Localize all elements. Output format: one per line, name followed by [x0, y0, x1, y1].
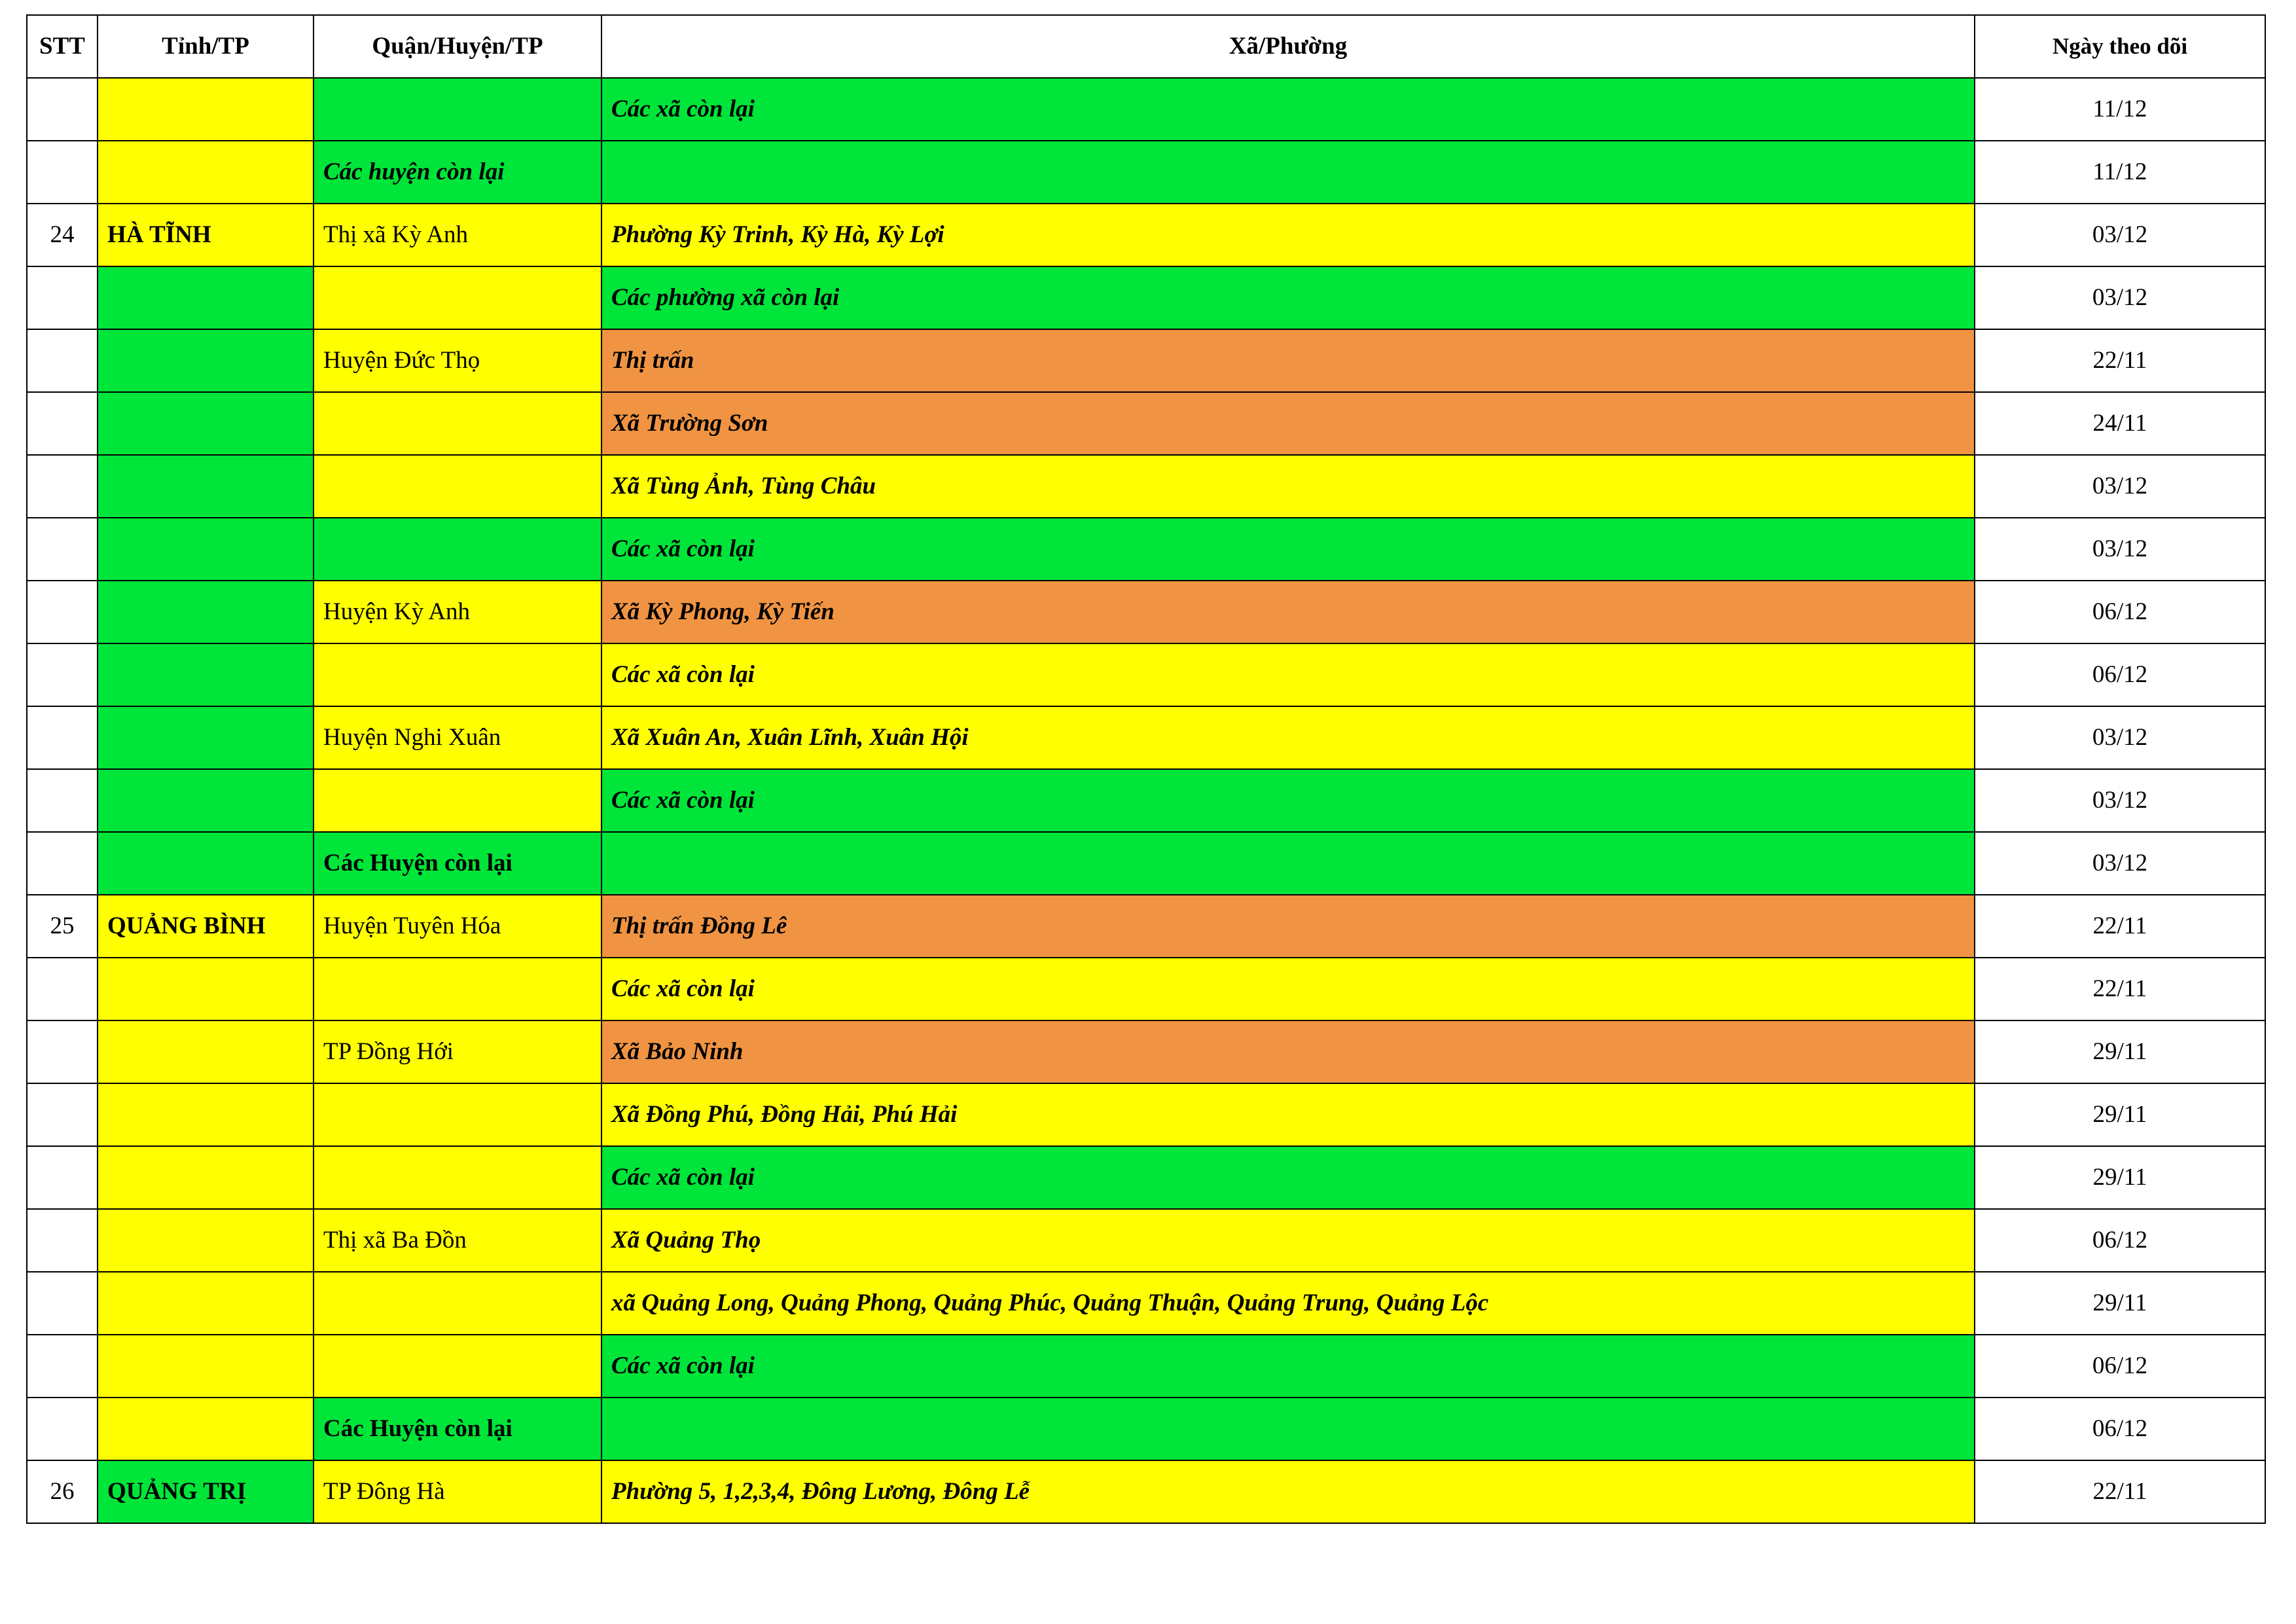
cell-ward[interactable]: Các xã còn lại	[601, 958, 1975, 1020]
cell-ward[interactable]: Các xã còn lại	[601, 1146, 1975, 1209]
cell-stt[interactable]	[27, 1146, 98, 1209]
cell-ward[interactable]: Thị trấn Đồng Lê	[601, 895, 1975, 958]
cell-province[interactable]	[98, 392, 314, 455]
cell-date[interactable]: 22/11	[1975, 895, 2265, 958]
cell-stt[interactable]	[27, 643, 98, 706]
table-row	[27, 455, 2265, 518]
cell-date[interactable]: 22/11	[1975, 1460, 2265, 1523]
cell-ward[interactable]: Xã Trường Sơn	[601, 392, 1975, 455]
cell-ward[interactable]: Các xã còn lại	[601, 769, 1975, 832]
cell-ward[interactable]: Xã Đồng Phú, Đồng Hải, Phú Hải	[601, 1083, 1975, 1146]
table-row	[27, 706, 2265, 769]
table-row	[27, 1209, 2265, 1272]
cell-province[interactable]	[98, 78, 314, 141]
cell-date[interactable]: 11/12	[1975, 141, 2265, 204]
column-header-district: Quận/Huyện/TP	[314, 15, 601, 78]
cell-date[interactable]: 06/12	[1975, 1335, 2265, 1398]
cell-district[interactable]: Huyện Kỳ Anh	[314, 581, 601, 643]
cell-district[interactable]	[314, 78, 601, 141]
cell-district[interactable]	[314, 266, 601, 329]
cell-stt[interactable]	[27, 1209, 98, 1272]
cell-date[interactable]: 03/12	[1975, 769, 2265, 832]
table-row	[27, 266, 2265, 329]
cell-district[interactable]	[314, 769, 601, 832]
covid-area-tracking-table	[26, 14, 2266, 1524]
cell-date[interactable]: 03/12	[1975, 832, 2265, 895]
cell-stt[interactable]: 24	[27, 204, 98, 266]
cell-stt[interactable]	[27, 141, 98, 204]
table-row	[27, 329, 2265, 392]
table-header-row	[27, 15, 2265, 78]
cell-province[interactable]	[98, 1398, 314, 1460]
table-row	[27, 78, 2265, 141]
cell-date[interactable]: 29/11	[1975, 1272, 2265, 1335]
cell-stt[interactable]	[27, 706, 98, 769]
table-row	[27, 1083, 2265, 1146]
cell-stt[interactable]: 25	[27, 895, 98, 958]
cell-district[interactable]	[314, 392, 601, 455]
cell-province[interactable]	[98, 706, 314, 769]
cell-province[interactable]	[98, 266, 314, 329]
table-row	[27, 518, 2265, 581]
cell-district[interactable]: Huyện Nghi Xuân	[314, 706, 601, 769]
cell-district[interactable]: Các Huyện còn lại	[314, 832, 601, 895]
cell-date[interactable]: 06/12	[1975, 1398, 2265, 1460]
cell-date[interactable]: 03/12	[1975, 706, 2265, 769]
cell-stt[interactable]	[27, 581, 98, 643]
cell-province[interactable]	[98, 1083, 314, 1146]
table-header	[27, 15, 2265, 78]
cell-date[interactable]: 29/11	[1975, 1083, 2265, 1146]
cell-province[interactable]	[98, 329, 314, 392]
cell-district[interactable]: Các huyện còn lại	[314, 141, 601, 204]
cell-ward[interactable]	[601, 1398, 1975, 1460]
cell-date[interactable]: 29/11	[1975, 1146, 2265, 1209]
cell-district[interactable]	[314, 1335, 601, 1398]
table-row	[27, 643, 2265, 706]
cell-district[interactable]	[314, 1272, 601, 1335]
cell-ward[interactable]	[601, 832, 1975, 895]
cell-date[interactable]: 06/12	[1975, 581, 2265, 643]
cell-district[interactable]	[314, 455, 601, 518]
cell-stt[interactable]	[27, 1335, 98, 1398]
table-row	[27, 1146, 2265, 1209]
cell-stt[interactable]	[27, 1083, 98, 1146]
cell-date[interactable]: 03/12	[1975, 204, 2265, 266]
cell-stt[interactable]	[27, 78, 98, 141]
cell-stt[interactable]	[27, 329, 98, 392]
cell-ward[interactable]: Xã Quảng Thọ	[601, 1209, 1975, 1272]
cell-date[interactable]: 24/11	[1975, 392, 2265, 455]
table-row	[27, 204, 2265, 266]
cell-district[interactable]: Thị xã Kỳ Anh	[314, 204, 601, 266]
cell-ward[interactable]: Các xã còn lại	[601, 78, 1975, 141]
column-header-stt: STT	[27, 15, 98, 78]
cell-stt[interactable]	[27, 392, 98, 455]
column-header-province: Tỉnh/TP	[98, 15, 314, 78]
cell-stt[interactable]	[27, 455, 98, 518]
cell-date[interactable]: 03/12	[1975, 455, 2265, 518]
cell-province[interactable]	[98, 1020, 314, 1083]
cell-date[interactable]: 03/12	[1975, 266, 2265, 329]
cell-ward[interactable]: Các phường xã còn lại	[601, 266, 1975, 329]
cell-province[interactable]	[98, 1209, 314, 1272]
cell-district[interactable]	[314, 1083, 601, 1146]
cell-province[interactable]	[98, 1272, 314, 1335]
cell-district[interactable]	[314, 518, 601, 581]
cell-ward[interactable]: Xã Tùng Ảnh, Tùng Châu	[601, 455, 1975, 518]
cell-stt[interactable]	[27, 1272, 98, 1335]
cell-ward[interactable]: Xã Kỳ Phong, Kỳ Tiến	[601, 581, 1975, 643]
cell-province[interactable]: QUẢNG BÌNH	[98, 895, 314, 958]
cell-district[interactable]: Huyện Tuyên Hóa	[314, 895, 601, 958]
cell-district[interactable]	[314, 958, 601, 1020]
cell-district[interactable]: Huyện Đức Thọ	[314, 329, 601, 392]
cell-ward[interactable]: xã Quảng Long, Quảng Phong, Quảng Phúc, Quảng Thuận, Quảng Trung, Quảng Lộc	[601, 1272, 1975, 1335]
table-row	[27, 581, 2265, 643]
cell-district[interactable]: Thị xã Ba Đồn	[314, 1209, 601, 1272]
cell-date[interactable]: 22/11	[1975, 329, 2265, 392]
table-row	[27, 141, 2265, 204]
cell-district[interactable]	[314, 1146, 601, 1209]
table-row	[27, 1398, 2265, 1460]
cell-date[interactable]: 06/12	[1975, 643, 2265, 706]
cell-stt[interactable]	[27, 832, 98, 895]
cell-district[interactable]: TP Đông Hà	[314, 1460, 601, 1523]
cell-stt[interactable]	[27, 958, 98, 1020]
cell-date[interactable]: 11/12	[1975, 78, 2265, 141]
cell-district[interactable]: TP Đồng Hới	[314, 1020, 601, 1083]
cell-date[interactable]: 29/11	[1975, 1020, 2265, 1083]
cell-stt[interactable]	[27, 518, 98, 581]
cell-province[interactable]	[98, 958, 314, 1020]
cell-province[interactable]	[98, 141, 314, 204]
cell-stt[interactable]	[27, 769, 98, 832]
table-body	[27, 78, 2265, 1523]
cell-province[interactable]	[98, 832, 314, 895]
cell-stt[interactable]: 26	[27, 1460, 98, 1523]
table-row	[27, 895, 2265, 958]
table-row	[27, 958, 2265, 1020]
cell-ward[interactable]: Thị trấn	[601, 329, 1975, 392]
column-header-date: Ngày theo dõi	[1975, 15, 2265, 78]
column-header-ward: Xã/Phường	[601, 15, 1975, 78]
cell-stt[interactable]	[27, 266, 98, 329]
cell-ward[interactable]: Các xã còn lại	[601, 643, 1975, 706]
table-row	[27, 1460, 2265, 1523]
cell-ward[interactable]: Các xã còn lại	[601, 518, 1975, 581]
cell-ward[interactable]: Phường Kỳ Trinh, Kỳ Hà, Kỳ Lợi	[601, 204, 1975, 266]
cell-ward[interactable]: Các xã còn lại	[601, 1335, 1975, 1398]
table-row	[27, 832, 2265, 895]
cell-province[interactable]	[98, 1335, 314, 1398]
cell-ward[interactable]: Xã Xuân An, Xuân Lĩnh, Xuân Hội	[601, 706, 1975, 769]
cell-province[interactable]	[98, 518, 314, 581]
cell-province[interactable]	[98, 1146, 314, 1209]
cell-ward[interactable]: Phường 5, 1,2,3,4, Đông Lương, Đông Lễ	[601, 1460, 1975, 1523]
table-row	[27, 1335, 2265, 1398]
cell-province[interactable]	[98, 581, 314, 643]
table-row	[27, 1020, 2265, 1083]
cell-province[interactable]	[98, 769, 314, 832]
cell-district[interactable]	[314, 643, 601, 706]
cell-stt[interactable]	[27, 1020, 98, 1083]
cell-province[interactable]: HÀ TĨNH	[98, 204, 314, 266]
table-row	[27, 392, 2265, 455]
cell-province[interactable]	[98, 455, 314, 518]
cell-date[interactable]: 06/12	[1975, 1209, 2265, 1272]
cell-date[interactable]: 03/12	[1975, 518, 2265, 581]
table-row	[27, 1272, 2265, 1335]
cell-ward[interactable]	[601, 141, 1975, 204]
cell-date[interactable]: 22/11	[1975, 958, 2265, 1020]
cell-district[interactable]: Các Huyện còn lại	[314, 1398, 601, 1460]
cell-stt[interactable]	[27, 1398, 98, 1460]
table-row	[27, 769, 2265, 832]
cell-ward[interactable]: Xã Bảo Ninh	[601, 1020, 1975, 1083]
cell-province[interactable]: QUẢNG TRỊ	[98, 1460, 314, 1523]
cell-province[interactable]	[98, 643, 314, 706]
